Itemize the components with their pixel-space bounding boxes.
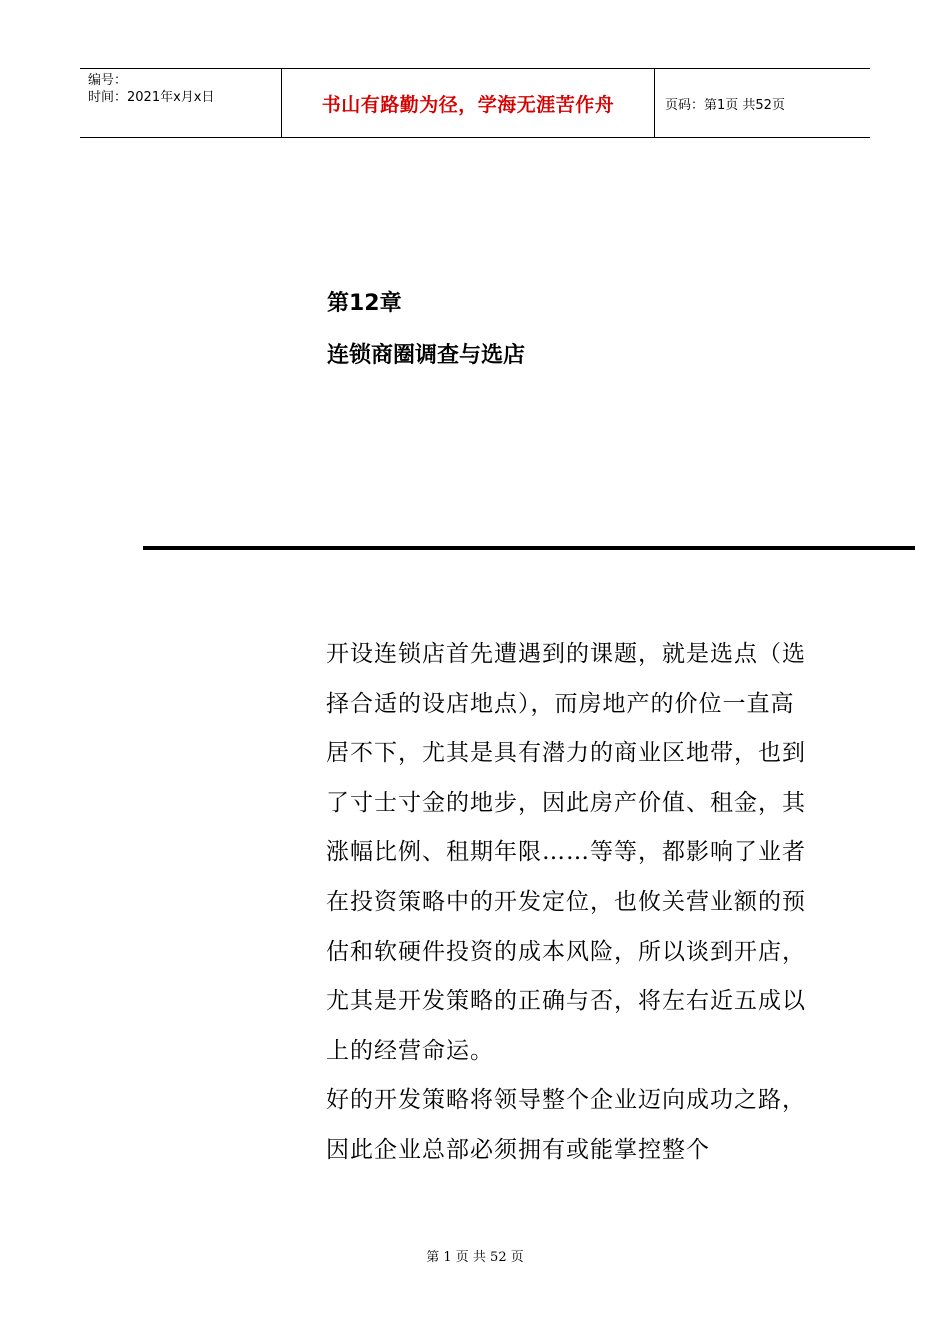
header-motto: 书山有路勤为径，学海无涯苦作舟: [281, 69, 655, 137]
page-header-table: [80, 68, 870, 138]
body-text: [326, 630, 810, 1176]
chapter-number: 第12章: [327, 291, 402, 316]
date-label: 时间：2021年x月x日: [88, 90, 215, 105]
body-paragraph: 开设连锁店首先遭遇到的课题，就是选点（选择合适的设店地点），而房地产的价位一直高居不下，尤其是具有潜力的商业区地带，也到了寸士寸金的地步，因此房产价值、租金，其涨幅比例、租期年限……等等，都影响了业者在投资策略中的开发定位，也攸关营业额的预估和软硬件投资的成本风险，所以谈到开店，尤其是开发策略的正确与否，将左右近五成以上的经营命运。: [326, 641, 806, 1064]
section-divider: [143, 546, 915, 550]
header-page-info: 页码：第1页 共52页: [665, 97, 785, 113]
body-paragraph: 好的开发策略将领导整个企业迈向成功之路，因此企业总部必须拥有或能掌控整个: [326, 1087, 806, 1163]
chapter-title: 连锁商圈调查与选店: [327, 343, 526, 368]
page-footer: 第 1 页 共 52 页: [426, 1250, 524, 1265]
serial-number-label: 编号：: [88, 73, 128, 88]
header-meta-cell: [80, 69, 281, 137]
